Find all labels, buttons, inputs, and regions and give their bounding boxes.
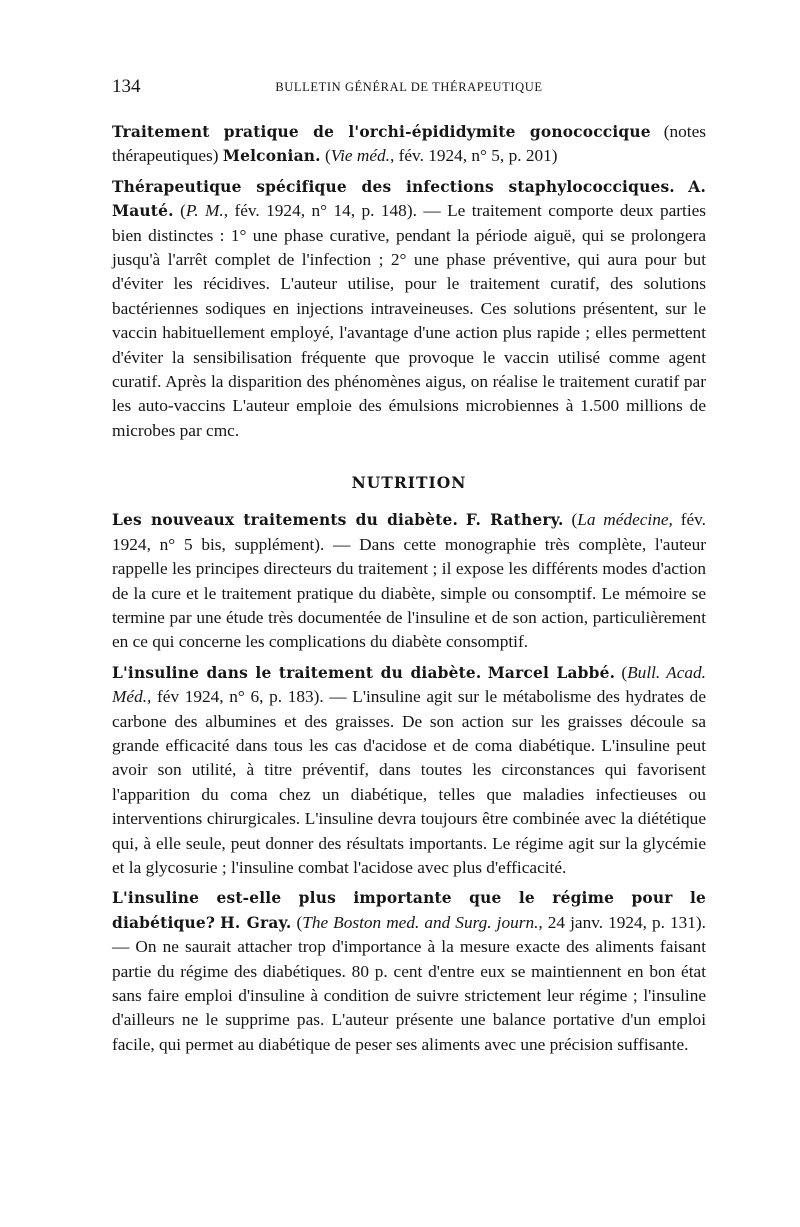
article-body: — Le traitement comporte deux parties bien distinctes : 1° une phase curative, pendant la période aiguë, qui se prolongera jusqu'à l'arrêt complet de l'infection ; 2° une phase préventive, qui aura pour but d'éviter les récidives. L'auteur utilise, pour le traitement curatif, des solutions bactériennes sodiques en injections intraveineuses. Ces solutions présentent, sur le vaccin habituellement employé, l'avantage d'une action plus rapide ; elles permettent d'éviter la sensibilisation fréquente que provoque le vaccin utilisé comme agent curatif. Après la disparition des phénomènes aigus, on réalise le traitement curatif par les auto-vaccins L'auteur emploie des émulsions microbiennes à 1.500 millions de microbes par cmc. bbox=[112, 201, 707, 440]
article-orchi-epididymite bbox=[112, 120, 706, 169]
section-title: NUTRITION bbox=[351, 473, 467, 493]
article-ref-rest: fév 1924, n° 6, p. 183). bbox=[151, 687, 324, 707]
article-ref-rest: fév. 1924, n° 5 bis, supplément). bbox=[112, 510, 706, 554]
article-lead bbox=[458, 510, 466, 529]
article-ref-open: ( bbox=[615, 662, 628, 682]
article-ref-open: ( bbox=[291, 912, 303, 932]
article-journal: La médecine, bbox=[577, 510, 673, 530]
article-author: Marcel Labbé. bbox=[487, 663, 616, 682]
running-header bbox=[112, 66, 706, 106]
document-page bbox=[112, 66, 706, 1057]
article-ref-rest: 24 janv. 1924, p. 131). bbox=[542, 912, 706, 932]
article-heading: L'insuline dans le traitement du diabète. bbox=[112, 663, 482, 682]
article-journal: The Boston med. and Surg. journ., bbox=[302, 912, 543, 932]
article-journal: Vie méd. bbox=[330, 146, 390, 166]
article-ref-rest: , fév. 1924, n° 5, p. 201) bbox=[389, 146, 558, 166]
article-author: A. Mauté. bbox=[112, 177, 706, 221]
article-journal: Bull. Acad. Méd., bbox=[112, 662, 706, 707]
article-ref-open: ( bbox=[320, 146, 331, 166]
articles-nutrition bbox=[112, 508, 706, 1057]
article-journal: P. M. bbox=[185, 201, 224, 221]
articles-top bbox=[112, 120, 706, 443]
article-nouveaux-traitements bbox=[112, 508, 706, 654]
running-title: BULLETIN GÉNÉRAL DE THÉRAPEUTIQUE bbox=[275, 80, 543, 94]
article-ref-rest: , fév. 1924, n° 14, p. 148). bbox=[223, 201, 417, 221]
article-insuline-traitement bbox=[112, 661, 706, 881]
article-heading: Les nouveaux traitements du diabète. bbox=[112, 511, 459, 530]
article-body: — L'insuline agit sur le métabolisme des hydrates de carbone des albumines et des graisses. De son action sur les graisses découle sa grande efficacité dans tous les cas d'acidose et de coma diabétique. L'insuline peut avoir son utilité, à titre préventif, dans toutes les circonstances qui favorisent l'apparition du coma chez un diabétique, telles que maladies infectieuses ou interventions chirurgicales. L'insuline devra toujours être combinée avec la diététique qui, à elle seule, peut donner des résultats importants. Le régime agit sur la glycémie et la glycosurie ; l'insuline combat l'acidose avec plus d'efficacité. bbox=[112, 687, 706, 877]
article-heading: Thérapeutique spécifique des infections staphylococciques. bbox=[112, 177, 675, 196]
article-heading: Traitement pratique de l'orchi-épididymite gonococcique bbox=[112, 123, 651, 141]
article-body: — On ne saurait attacher trop d'importance à la mesure exacte des aliments faisant partie du régime des diabétiques. 80 p. cent d'entre eux se maintiennent en bon état sans faire emploi d'insuline à condition de suivre strictement leur régime ; l'insuline d'ailleurs ne le supprime pas. L'auteur présente une balance portative d'un emploi facile, qui permet au diabétique de peser ses aliments avec une précision suffisante. bbox=[112, 937, 706, 1054]
article-staphylococciques bbox=[112, 175, 706, 443]
page-number: 134 bbox=[112, 76, 141, 97]
article-author: F. Rathery. bbox=[465, 511, 564, 530]
article-author: Melconian. bbox=[222, 147, 321, 166]
article-lead bbox=[675, 177, 688, 196]
article-lead: (notes thérapeutiques) bbox=[112, 122, 706, 166]
article-body: — Dans cette monographie très complète, l'auteur rappelle les principes directeurs du traitement ; il expose les différents modes d'action de la cure et le traitement pratique du diabète, simple ou consomptif. Le mémoire se termine par une étude très documentée de l'insuline et de son action, particulièrement en ce qui concerne les complications du diabète consomptif. bbox=[112, 534, 706, 652]
article-ref-open: ( bbox=[563, 510, 578, 530]
article-author: H. Gray. bbox=[220, 913, 292, 932]
article-heading: L'insuline est-elle plus importante que le régime pour le diabétique? bbox=[112, 889, 706, 932]
article-ref-open: ( bbox=[173, 201, 186, 221]
article-insuline-regime bbox=[112, 886, 706, 1057]
